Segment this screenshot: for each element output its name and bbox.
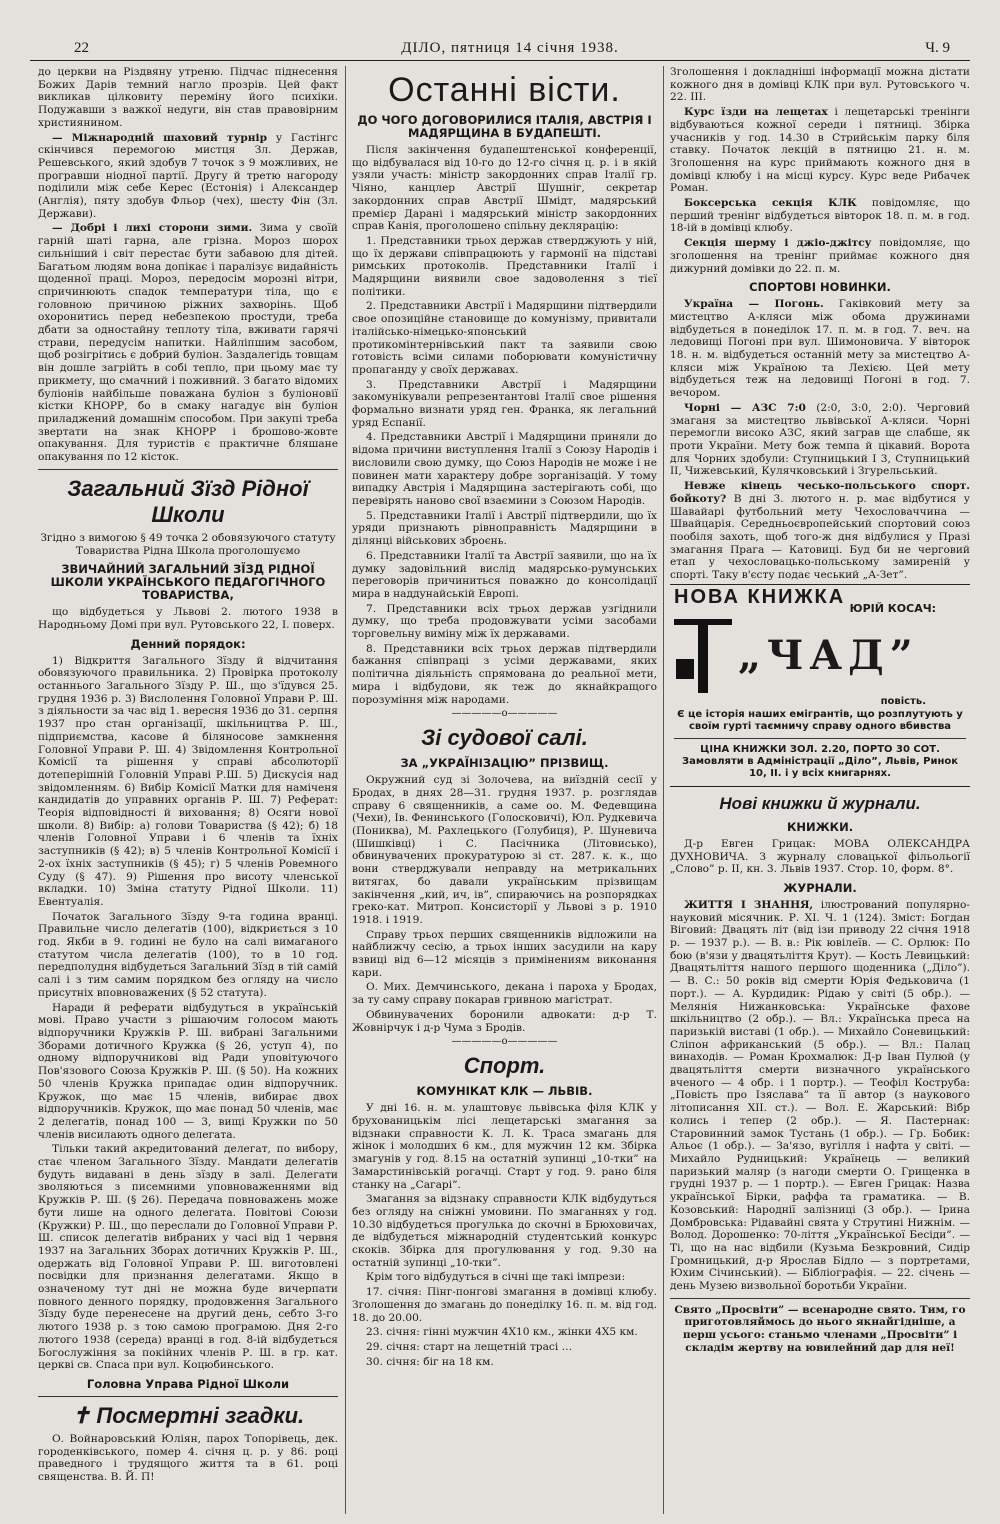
sport-event: 29. січня: старт на лещетній трасі … [366,1340,573,1353]
agenda: 1) Відкриття Загального Зїзду й відчитання обовязуючого правильника. 2) Провірка протоколу останнього Загального Зїзду Р. Ш., що з'їдувся 25. грудня 1936 р. 3) Вислолення Головної Управи Р. Ш. з діяльности за час від 1. вересня 1936 до 31. серпня 1937 про стан організації, шкільництва Р. Ш., підприємства, касове й біляносове замкнення Головної Управи Р. Ш. 4) Звідомлення Контрольної Комісії та рішення у справі абсолюторії дотеперішній Головній Управі Р.Ш. 5) Дискусія над звідомленням. 6) Вибір Комісії Матки для наміченя кандидатів до управних органів Р. Ш. 7) Реферат: Теорія відповідності й виховання; 8) Осяги нової школи. 8) Вибір: а) голови Товариства (§ 42); б) 18 членів Головної Управи і 6 членів та їхніх заступників (§ 42); в) 5 членів Контрольної Комісії і 2-ох їхніх заступників (§ 45); г) 5 членів Ровемного Суду (§ 47). 9) Рішення про висоту членської вкладки. 10) Зміна статуту Рідної Школи. 11) Евентуалія. [38,654,338,908]
top-rule [30,60,970,61]
news-item: Чорні — АЗС 7:0 (2:0, 3:0, 2:0). Черговий змаганя за мистецтво львівської А-кляси. Чорні перемогли високо АЗС, який заграв ще слабше, як проти України. Мету бож темпа й цікавий. Ворота для Чорних здобули: Ступницький I 3, Ступницький II, Чижевський, Кулячковський і Згурельський. [670,401,970,478]
masthead [60,38,960,60]
school-signature: Головна Управа Рідної Школи [86,1376,290,1391]
sessions-info: Наради й реферати відбудуться в українській мові. Право участи з рішаючим голосом мають відпоручники Кружків Р. Ш. вибрані Загальними Зборами дотичного Кружка (§ 26, уступ 4), по одному відпоручникові від Ради уповітуючого Пов'язового Союза Кружків Р. Ш. (§ 50). На кожних 50 членів Кружка припадає один відпоручник. Кружок, що має 15 членів, вибирає двох відпоручників. Кружок, що має понад 50 членів, має 2 делегатів, понад 100 — 3, вищі Кружки по 50 членів висилають одного делегата. [38,1001,338,1141]
journal-entry: ЖИТТЯ І ЗНАННЯ, ілюстрований популярно-науковий місячник. Р. XI. Ч. 1 (124). Зміст: Богдан Віговий: Двацять літ (від ізи приводу 22 січня 1918 р. — 1937 р.). — В. в.: Рік ювілеїв. — С. Орлюк: По бою (в'язи у двацятьліття Крут). — Кость Левицький: Двацятьліття нашого першого щоденника („Діло”). — В. С.: 50 років від смерти Юрія Федьковича (1 порт.). — А. Курдидик: Рідаю у світі (5 обр.). — Мелянія Нижанковська: Українське фахове шкільництво (2 обр.). — Вл.: Українська преса на паризькій виставі (1 обр.). — Михайло Соневицький: Сліпон африканський (5 обр.). — Вл.: Палац винаходів. — Роман Крохмалюк: Д-р Іван Пулюй (у двацятьліття смерти визначного українського вченого — 4 обр. і 1 портр.). — Теофіл Коструба: „Повість про Ізяслава” та її автор (з наукового літописання XII. ст.). — Вол. Е. Жарський: Вібр колись і тепер (2 обр.). — Я. Пастернак: Старовинний замок Тустань (1 обр.). — Гр. Бобик: Альоє (1 обр.). — За'язо, вугілля і нафта у світі. — Михайло Рудницький: Українець — великий паризький маляр (з нагоди смерти О. Грищенка в грудні 1937 р. — 1 портр.). — Евген Грицак: Назва української Бірки, раффа та граматика. — В. Козовський: Народнії залізниці (3 обр.). — Ірина Домбровська: Рідавайні свята у Струтині Нижнім. — Волод. Дорошенко: 70-ліття „Української Бесіди”. — Ті, що на нас відбили (Кузьма Безкровний, Сидір Громницький, д-р Ярослав Бідло — з портретами, Юхим Січинський). — Бібліографія. — 22. січень — день Музею визвольної боротьби України. [670,898,970,1293]
declaration-point: 1. Представники трьох держав стверджують у ній, що їх держави співпрацюють у гармонії на підставі римських протоколів. Представники Італії і Мадярщини виявили свое задоволення з тієї політики. [352,234,657,298]
divider [674,738,966,739]
start-info: Початок Загального Зїзду 9-та година вранці. Правильне число делегатів (100), відкриється з 10 год. Якби в 9. годині не було на салі вимаганого статутом числа делегатів (100), то в 10 год. передполудня відбудеться Загальний Зїзд в тій самій салі і з тим самим порядком без огляду на число присутніх вповноважених (§ 52 статута). [38,910,338,999]
page-number: 22 [74,40,89,56]
klk-info: Зголошення і докладніші інформації можна дістати кожного дня в домівці КЛК при вул. Рутовського ч. 22. III. [670,66,970,104]
ad-author: ЮРІЙ КОСАЧ: [849,602,936,616]
school-title: Загальний Зїзд Рідної Школи [67,475,309,527]
column-divider-1 [345,66,346,1514]
court-text: О. Мих. Демчинського, декана і пароха у Бродах, за ту саму справу покарав гривною магістрат. [352,981,657,1007]
ad-order: Замовляти в Адміністрації „Діло”, Львів, Ринок 10, II. і у всіх книгарнях. [681,755,959,779]
ad-book-title: „ЧАД” [738,631,919,679]
obituary-text: О. Войнаровський Юліян, парох Топорівець, дек. городенківського, помер 4. січня ц. р. у 86. році праведного і трудящого життя та в 61. році священства. В. Й. П! [38,1432,338,1484]
cross-icon: ✝ [71,1402,97,1428]
declaration-point: 4. Представники Австрії і Мадярщини приняли до відома причини виступлення Італії з Союзу Народів і висловили свою думку, що Союз Народів не може і не повинен мати характеру добре зорганізацій. У тому випадку Австрія і Мадярщина застерігають собі, що перевірять наново свої взаємини з Союзом Народів. [352,431,657,507]
ad-kind: повість. [880,696,926,708]
court-text: Окружний суд зі Золочева, на виїздній сесії у Бродах, в днях 28—31. грудня 1937. р. розглядав справу 6 священників, а саме оо. М. Федевщина (Чехи), Ів. Фенинського (Голосковичі), Юл. Рудкевича (Пониква), М. Рахлецького (Голубиця), Р. Шуневича (Шишківці) і С. Пасічника (Літовисько), обвинувачених прокуратурою зі ст. 287. к. к., що вони стверджували неправду на метрикальних витягах, бо давали українським прізвищам закінчення „кий, ич, ів”, спираючись на розпорядках греко-кат. Митроп. Консисторії у Львові з р. 1910 1918. і 1919. [352,774,657,926]
sport-event: 23. січня: гінні мужчин 4Х10 км., жінки 4Х5 км. [366,1326,638,1339]
column-divider-2 [663,66,664,1514]
court-title: Зі судової салі. [421,725,588,751]
ad-price: ЦІНА КНИЖКИ ЗОЛ. 2.20, ПОРТО 30 СОТ. [700,743,940,755]
column-3 [670,66,970,1514]
column-1 [38,66,338,1514]
sport-title: Спорт. [463,1053,546,1079]
ski-course: Курс їзди на лещетах і лещетарські тренінги відбуваються кожної середи і пятниці. Збірка учасників у год. 14.30 в Стрийськім парку біля ставку. Початок лекцій в пятницю 21. н. м. Зголошення на курс приймають кожного дня в домівці клюбу і на місці курсу. Курс веде Рибачек Роман. [670,106,970,195]
news-intro: Після закінчення будапештенської конференції, що відбувалася від 10-го до 12-го січня ц. р. і в якій узяли участь: міністр закордонних справ Італії гр. Чіяно, канцлер Австрії Шушніг, секретар закордонних справ Австрії Шмідт, мадярський премієр Дарані і мадярський міністр закордонних справ Канія, проголошено спільну деклярацію: [352,144,657,233]
chess-text: у Гастінгс скінчився перемогою мистця Зл. Держав, Решевського, який здобув 7 точок з 9 можливих, не програвши ніодної партії. Другу й третю нагороду поділили між себе Керес (Естонія) і Алєксандер (Англія), пяту здобув Фльор (чех), шесту Фін (Зл. Держави). [38,131,338,220]
agenda-title: Денний порядок: [130,636,246,651]
fencing-section: Секція шерму і джіо-джітсу повідомляє, що зголошення на тренінг приймає кожного дня дижурний домівки до 22. п. м. [670,237,970,275]
court-text: Справу трьох перших священників відложили на найближчу сесію, а трьох інших засудили на кару взвиці від 6—12 місяців з примінениям виконання кари. [352,928,657,979]
school-head: ЗВИЧАЙНИЙ ЗАГАЛЬНИЙ ЗЇЗД РІДНОЇ ШКОЛИ УКРАЇНСЬКОГО ПЕДАГОГІЧНОГО ТОВАРИСТВА, [50,562,326,603]
sport-event: 30. січня: біг на 18 км. [366,1355,494,1368]
court-subtitle: ЗА „УКРАЇНІЗАЦІЮ” ПРІЗВИЩ. [400,756,609,771]
sport-text: Змагання за відзнаку справности КЛК відбудуться без огляду на сніжні умовини. По змаганнях у год. 10.30 відбудеться прогулька до скочні в Брюховичах, де відбудеться міжнародній студентський конкурс скоків. Збірка для прогулювання у год. 9.30 на остатній зупинці „10-тки”. [352,1193,657,1269]
winter-item [38,222,338,463]
journals-subtitle: ЖУРНАЛИ. [783,880,857,895]
article-continuation: до церкви на Різдвяну утреню. Підчас піднесення Божих Дарів темний нагло прозрів. Цей факт викликав цілковиту переміну його психіки. Подужавши з важкої недуги, він став правовірним християнином. [38,66,338,129]
ad-title: НОВА КНИЖКА [674,585,846,608]
obituary-title: ✝ Посмертні згадки. [71,1402,305,1428]
tail-info: Тільки такий акредитований делегат, по вибору, стає членом Загального Зїзду. Мандати делегатів будуть видавані в день зїзду в залі. Делегати зволяються з писемними уповноваженнями від Кружків Р. Ш. (§ 26). Передача повноважень може бути лише на одного делегата. Повітові Союзи (Кружки) Р. Ш., що переслали до Головної Управи Р. Ш. список делегатів вибраних у часі від 1 червня 1937 на Загальних Зборах дотичних Кружків Р. Ш., одержать від Головної Управи Р. Ш. виготовлені посвідки для признання делегатами. Якщо в означеному тут дні не можна буде вичерпати повного денного порядку, продовження Загального Зїзду буде перенесене на другий день, себто 3-го лютого 1938 р. з тою самою програмою. Дня 2-го лютого 1938 (середа) вранці в год. 8-ій відбудеться Богослужіння за покійних членів Р. Ш. в гр. кат. церкві св. Спаса при вул. Коцюбинського. [38,1143,338,1372]
prosvita-appeal: Свято „Просвіти” — всенародне свято. Тим, го приготовляймось до нього якнайгідніше, а перш усього: станьмо членами „Просвіти” і складім жертву на ювилейний дар для неї! [674,1303,966,1354]
declaration-point: 6. Представники Італії та Австрії заявили, що на їх думку задовільний вислід мадярсько-румунських переговорів причиниться поважно до консолідації мира в наддунайській Европі. [352,549,657,600]
divider [38,1396,338,1397]
news-item: Україна — Погонь. Гаківковий мету за мистецтво А-кляси між обома дружинами відбудеться в понеділок 17. п. м. в год. 7. веч. на ледовищі Погоні при вул. Шимоновича. У вівторок 18. н. м. відбудеться останній мету за мистецтво А-кляси між Україною та Лехією. Цей мету відбудеться теж на ледовищі Погоні в год. 7. вечором. [670,298,970,400]
divider [670,1298,970,1299]
t-logo-icon [674,619,732,693]
books-title: Нові книжки й журнали. [719,793,921,813]
ad-description: Є це історія наших емігрантів, що розплутують у своїм гурті таємничу справу одного вбивства [677,708,963,732]
declaration-point: 7. Представники всіх трьох держав узгіднили думку, що треба продовжувати усіми засобами торговельну виміну між їх державами. [352,602,657,641]
declaration-point: 3. Представники Австрії і Мадярщини закомунікували репрезентантові Італії свое рішення формально визнати уряд ген. Франка, як легальний уряд Еспанії. [352,378,657,429]
ad-graphic-row [674,619,966,693]
book-entry: Д-р Евген Грицак: МОВА ОЛЕКСАНДРА ДУХНОВИЧА. З журналу словацької фільольогії „Слово” р. II, кн. 3. Львів 1937. Стор. 10, форм. 8°. [670,837,970,876]
sport-news-title: СПОРТОВІ НОВИНКИ. [749,280,891,295]
declaration-point: 5. Представники Італії і Австрії підтвердили, що їх уряди признають рівноправність Мадярщини в ділянці військових зброєнь. [352,509,657,548]
winter-text: Зима у своїй гарній шаті гарна, але грізна. Мороз шорох сильніший і світ перестає бути забавою для дітей. Багатьом людям вона допікає і паралізує видайність щоденної праці. Мороз, передосім морозні вітри, спричинюють спадок температури тіла, що є головною причиною ріжних захворінь. Щоб охоронитись перед небезпекою простуди, треба дбати за одностайну теплоту тіла, вживати гарячі страви, передусім напитки. Найліпшим засобом, щоб розігрітись є добрий буліон. Заздалегідь товщам він дошле загрійть в собі тепло, при цьому має ту прикмету, що смачний і поживний. З багато відомих буліонів найбільше поважана буліон з буліоновії кістки КНОРР, бо в смаку нагадує він буліон приладжений домашнім способом. При закупі треба звертати на знак КНОРР і брошово-жовте опакування. Для туристів є практичне бляшане опакування по 12 кісток. [38,222,338,464]
chess-lead: — Міжнародній шаховий турнір [52,131,267,144]
sport-subtitle: КОМУНІКАТ КЛК — ЛЬВІВ. [416,1084,593,1099]
winter-lead: — Добрі і лихі сторони зими. [52,222,253,235]
sport-text: У дні 16. н. м. улаштовує львівська філя КЛК у брухованицькім лісі лещетарські змагання за відзнаки справности К. Л. К. Траса змагань для жінок і молодших 6 км., для мужчин 12 км. Збірка змагунів у год. 8.15 на остатній зупинці „10-тки” на Замарстинівській рогачці. Старт у год. 9. рано біля станку на „Сагарі”. [352,1102,657,1191]
boxing-section: Боксерська секція КЛК повідомляє, що перший тренінг відбудеться вівторок 18. п. м. в год. 18-ій в домівці клюбу. [670,197,970,235]
paper-date: ДІЛО, пятниця 14 січня 1938. [401,40,619,56]
court-text: Обвинувачених боронили адвокати: д-р Т. Жовнірчук і д-р Чума з Бродів. [352,1008,657,1034]
news-title: Останні вісти. [388,71,621,109]
news-subtitle: ДО ЧОГО ДОГОВОРИЛИСЯ ІТАЛІЯ, АВСТРІЯ І МАДЯРЩИНА В БУДАПЕШТІ. [357,113,652,140]
separator: —————o————— [451,708,558,720]
declaration-point: 8. Представники всіх трьох держав підтвердили бажання співпраці з усіми державами, яких політична діяльність спрямована до реальної мети, мира і відбудови, як теж до якнайкращого порозуміння між народами. [352,642,657,706]
book-advertisement [670,584,970,787]
divider [38,469,338,470]
school-intro: Згідно з вимогою § 49 точка 2 обовязуючого статуту Товариства Рідна Школа проголошуємо [40,531,336,557]
column-2 [352,66,657,1514]
separator: —————o————— [451,1036,558,1048]
sport-event: 17. січня: Пінг-понгові змагання в домівці клюбу. Зголошення до змагань до понеділку 16. п. м. від год. 18. до 20.00. [352,1286,657,1324]
chess-item [38,132,338,221]
issue-number: Ч. 9 [925,40,950,56]
sport-text: Крім того відбудуться в січні ще такі імпрези: [366,1271,626,1284]
news-item: Невже кінець чесько-польського спорт. бойкоту? В дні 3. лютого н. р. має відбутися у Шавайарі футбольний мету Чехословаччина — Швайцарія. Середньоєвропейський спортовий союз пообіля захоть, щоб того-ж дня відбулися у Празі змагання Прага — Катовиці. Буд би не черговий етап у чехословацько-польському замиреній у спорті. Таку в'єсту подає чеський „А-Зет”. [670,480,970,582]
school-place: що відбудеться у Львові 2. лютого 1938 в Народньому Домі при вул. Рутовського 22, I. поверх. [38,606,338,631]
declaration-point: 2. Представники Австрії і Мадярщини підтвердили свое опозиційне становище до комунізму, привитали італійсько-німецько-японський протикомінтернівський пакт та заявили свою готовість всіми силами поборювати комуністичну пропаганду у своїх державах. [352,300,657,376]
books-subtitle: КНИЖКИ. [786,819,854,834]
